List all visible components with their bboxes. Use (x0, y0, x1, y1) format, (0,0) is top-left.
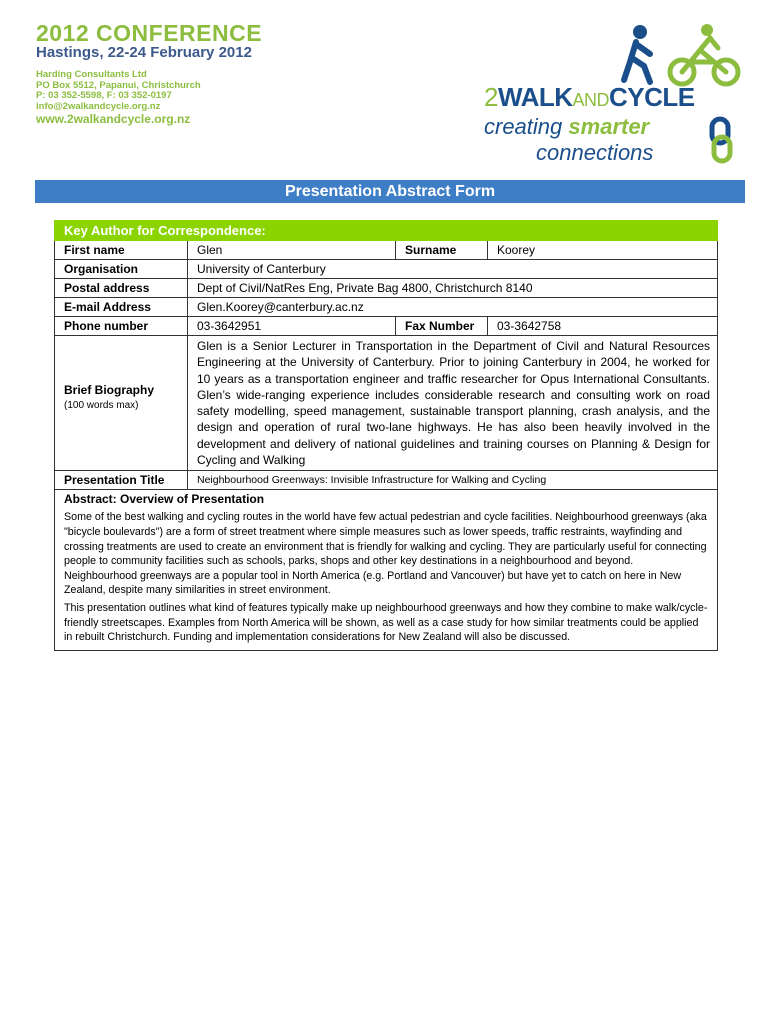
abstract-heading: Abstract: Overview of Presentation (55, 490, 718, 509)
organisation-field[interactable]: University of Canterbury (188, 260, 718, 279)
page-header (0, 0, 770, 170)
logo-walk: WALK (497, 82, 573, 112)
phone-row (55, 317, 718, 336)
email-field[interactable]: Glen.Koorey@canterbury.ac.nz (188, 298, 718, 317)
org-line: Harding Consultants Ltd (36, 69, 147, 80)
surname-field[interactable]: Koorey (488, 241, 718, 260)
fax-label: Fax Number (396, 317, 488, 336)
biography-label-cell (55, 336, 188, 471)
abstract-form (54, 220, 717, 651)
phone-field[interactable]: 03-3642951 (188, 317, 396, 336)
organisation-row (55, 260, 718, 279)
presentation-title-field[interactable]: Neighbourhood Greenways: Invisible Infrastructure for Walking and Cycling (188, 471, 718, 490)
form-title-bar: Presentation Abstract Form (35, 180, 745, 203)
organisation-label: Organisation (55, 260, 188, 279)
organisation-contact (36, 70, 201, 126)
surname-label: Surname (396, 241, 488, 260)
first-name-field[interactable]: Glen (188, 241, 396, 260)
logo-cycle: CYCLE (609, 82, 695, 112)
biography-field[interactable]: Glen is a Senior Lecturer in Transportation in the Department of Civil and Natural Resources Engineering at the University of Canterbury. Prior to joining Canterbury in 2004, he worked for 10 years as a transportation engineer and traffic researcher for Opus International Consultants. Glen’s wide-ranging experience includes considerable research and consulting work on road safety modelling, speed management, sustainable transport planning, crash analysis, and the design and operation of rural two-lane highways. He has also been heavily involved in the development and delivery of national guidelines and training courses on Planning & Design for Cycling and Walking (188, 336, 718, 471)
tagline-accent: smarter (568, 114, 650, 139)
logo-and: AND (572, 90, 610, 110)
abstract-field[interactable] (55, 508, 718, 650)
presentation-title-label: Presentation Title (55, 471, 188, 490)
logo-two: 2 (484, 82, 498, 112)
name-row (55, 241, 718, 260)
author-details-table (54, 220, 718, 651)
abstract-body-row (55, 508, 718, 650)
fax-field[interactable]: 03-3642758 (488, 317, 718, 336)
org-line: info@2walkandcycle.org.nz (36, 100, 161, 112)
conference-title: 2012 CONFERENCE (36, 20, 263, 46)
conference-subtitle: Hastings, 22-24 February 2012 (36, 44, 252, 61)
postal-row (55, 279, 718, 298)
abstract-heading-row (55, 490, 718, 509)
org-line: PO Box 5512, Papanui, Christchurch (36, 79, 201, 91)
logo-tagline (484, 114, 649, 140)
tagline-prefix: creating (484, 114, 563, 139)
postal-field[interactable]: Dept of Civil/NatRes Eng, Private Bag 4800, Christchurch 8140 (188, 279, 718, 298)
presentation-title-row (55, 471, 718, 490)
logo-wordmark (484, 82, 695, 113)
conference-logo (484, 20, 744, 170)
walker-cyclist-icon (620, 22, 744, 88)
chain-link-icon (706, 116, 736, 164)
biography-row (55, 336, 718, 471)
biography-label: Brief Biography (64, 383, 155, 397)
key-author-heading-row (55, 221, 718, 241)
first-name-label: First name (55, 241, 188, 260)
abstract-paragraph: This presentation outlines what kind of features typically make up neighbourhood greenways and how they combine to make walk/cycle-friendly streetscapes. Examples from North America will be shown, as well as a case study for how similar treatments could be applied in rebuilt Christchurch. Funding and implementation considerations for New Zealand will also be discussed. (64, 601, 708, 644)
key-author-heading: Key Author for Correspondence: (55, 221, 718, 241)
org-line: P: 03 352-5598, F: 03 352-0197 (36, 90, 172, 101)
postal-label: Postal address (55, 279, 188, 298)
email-label: E-mail Address (55, 298, 188, 317)
email-row (55, 298, 718, 317)
biography-note: (100 words max) (64, 400, 139, 411)
phone-label: Phone number (55, 317, 188, 336)
logo-tagline-line2: connections (536, 140, 654, 165)
abstract-paragraph: Some of the best walking and cycling routes in the world have few actual pedestrian and cycle facilities. Neighbourhood greenways (aka "bicycle boulevards") are a form of street treatment where simple measures such as lower speeds, traffic restraints, wayfinding and crossing treatments are used to create an environment that is friendly for walking and cycling. They are particularly useful for connecting people to community facilities such as schools, parks, shops and other key destinations in a neighbourhood and beyond. Neighbourhood greenways are a popular tool in North America (e.g. Portland and Vancouver) but have yet to catch on here in New Zealand, despite many similarities in street environment. (64, 511, 707, 597)
website-link[interactable]: www.2walkandcycle.org.nz (36, 112, 191, 126)
